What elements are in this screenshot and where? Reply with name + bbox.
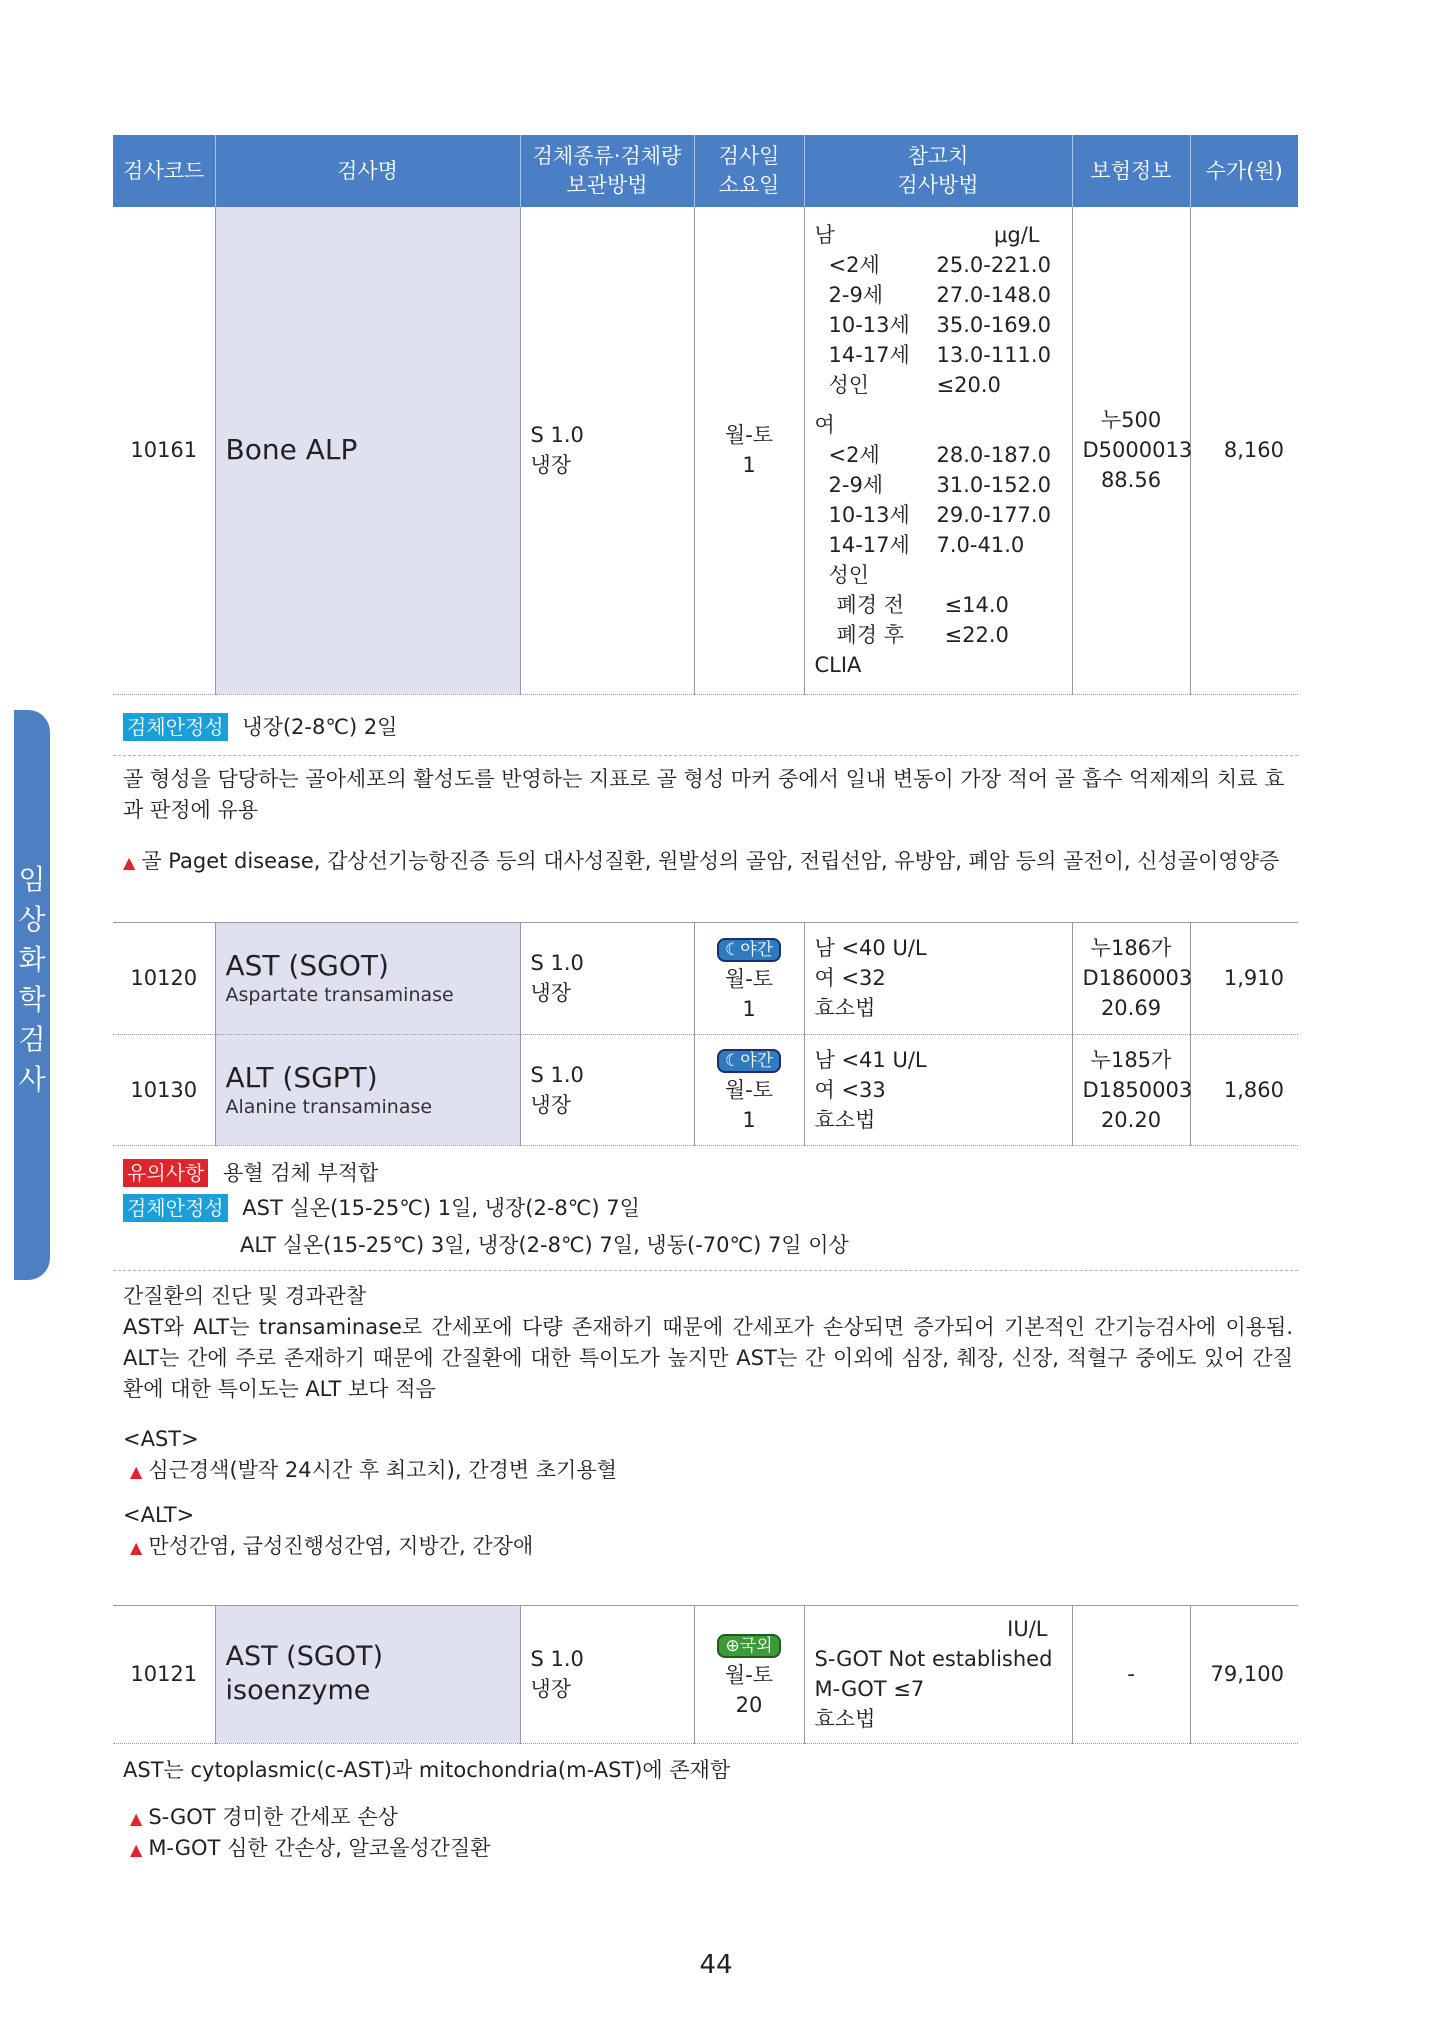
moon-icon: ☾ xyxy=(724,1051,741,1071)
insurance-cell: 누500 D5000013 88.56 xyxy=(1072,207,1190,694)
ast-iso-section xyxy=(113,1605,1298,1744)
insurance-cell: 누185가 D1850003 20.20 xyxy=(1072,1034,1190,1145)
ast-alt-table xyxy=(113,923,1298,1146)
bone-alp-table xyxy=(113,135,1298,695)
test-name-cell xyxy=(215,1606,520,1743)
schedule-cell: 월-토 1 xyxy=(694,207,804,694)
ast-alt-desc-2: AST와 ALT는 transaminase로 간세포에 다량 존재하기 때문에 간세포가 손상되면 증가되어 기본적인 간기능검사에 이용됨. ALT는 간에 주로 존재하기 때문에 간질환에 대한 특이도가 높지만 AST는 간 이외에 심장, 췌장, 신장, 적혈구 중에도 있어 간질환에 대한 특이도는 ALT 보다 적음 xyxy=(123,1315,1293,1401)
ast-iso-description: AST는 cytoplasmic(c-AST)과 mitochondria(m-AST)에 존재함 xyxy=(123,1758,731,1782)
table-header-row xyxy=(113,135,1298,207)
test-name-cell: ALT (SGPT) Alanine transaminase xyxy=(215,1034,520,1145)
header-insurance: 보험정보 xyxy=(1072,135,1190,207)
caution-badge: 유의사항 xyxy=(123,1159,208,1187)
triangle-icon: ▲ xyxy=(130,1809,143,1828)
overseas-tag: ⊕국외 xyxy=(717,1634,780,1658)
test-name: ALT (SGPT) xyxy=(225,1060,378,1094)
header-fee: 수가(원) xyxy=(1190,135,1298,207)
night-tag: ☾야간 xyxy=(717,938,781,962)
divider xyxy=(113,1270,1298,1271)
table-row xyxy=(113,207,1298,694)
header-code: 검사코드 xyxy=(113,135,215,207)
stability-badge: 검체안정성 xyxy=(123,1194,228,1222)
triangle-icon: ▲ xyxy=(130,1840,143,1859)
alt-heading: <ALT> xyxy=(123,1503,195,1527)
ast-iso-clinical-2: ▲ M-GOT 심한 간손상, 알코올성간질환 xyxy=(130,1836,491,1860)
ref-range-row: 폐경 전 ≤14.0 xyxy=(836,593,1009,618)
reference-cell: 남 <40 U/L 여 <32 효소법 xyxy=(804,923,1072,1034)
female-ref-list xyxy=(815,440,1062,560)
specimen-cell: S 1.0 냉장 xyxy=(520,207,694,694)
reference-cell: 남 μg/L <2세 25.0-221.0 2-9세 27.0-148.0 10-13세 35.0-169.0 14-17세 13.0-111.0 성인 ≤20.0 여 <2세 28.0-187.0 2-9세 31.0-152.0 10-13세 29.0-177.0 14-17세 7.0-41.0 성인 폐경 전 ≤14.0 폐경 후 ≤22.0 CLIA xyxy=(804,207,1072,694)
moon-icon: ☾ xyxy=(724,939,741,960)
male-ref-list xyxy=(815,250,1062,400)
insurance-cell: 누186가 D1860003 20.69 xyxy=(1072,923,1190,1034)
schedule-cell: ☾야간 월-토 1 xyxy=(694,1034,804,1145)
specimen-cell: S 1.0 냉장 xyxy=(520,1606,694,1743)
table-row xyxy=(113,923,1298,1034)
bone-alp-section xyxy=(113,135,1298,695)
test-name-cell xyxy=(215,207,520,694)
schedule-cell: ☾야간 월-토 1 xyxy=(694,923,804,1034)
ref-range-row: 14-17세 7.0-41.0 xyxy=(828,533,1025,558)
triangle-icon: ▲ xyxy=(123,853,136,872)
ref-range-row: 2-9세 31.0-152.0 xyxy=(828,473,1051,498)
ref-range-row: 14-17세 13.0-111.0 xyxy=(828,343,1051,368)
ref-range-row: 성인 ≤20.0 xyxy=(828,373,1001,398)
stability-badge: 검체안정성 xyxy=(123,713,228,741)
test-name: AST (SGOT) isoenzyme xyxy=(225,1641,384,1707)
ref-range-row: 2-9세 27.0-148.0 xyxy=(828,283,1051,308)
test-code: 10120 xyxy=(113,923,215,1034)
ref-range-row: 10-13세 35.0-169.0 xyxy=(828,313,1051,338)
fee: 8,160 xyxy=(1190,207,1298,694)
test-code: 10130 xyxy=(113,1034,215,1145)
test-name: AST (SGOT) xyxy=(225,949,389,983)
method: CLIA xyxy=(814,653,862,678)
table-row xyxy=(113,1034,1298,1145)
ast-iso-clinical-1: ▲ S-GOT 경미한 간세포 손상 xyxy=(130,1805,398,1829)
table-row xyxy=(113,1606,1298,1743)
ast-alt-desc-1: 간질환의 진단 및 경과관찰 xyxy=(123,1284,367,1308)
specimen-cell: S 1.0 냉장 xyxy=(520,923,694,1034)
test-code: 10121 xyxy=(113,1606,215,1743)
ref-range-row: <2세 28.0-187.0 xyxy=(828,443,1051,468)
specimen-cell: S 1.0 냉장 xyxy=(520,1034,694,1145)
fee: 79,100 xyxy=(1190,1606,1298,1743)
header-ref: 참고치 검사방법 xyxy=(804,135,1072,207)
header-day: 검사일 소요일 xyxy=(694,135,804,207)
ref-range-row: <2세 25.0-221.0 xyxy=(828,253,1051,278)
header-name: 검사명 xyxy=(215,135,520,207)
page-number: 44 xyxy=(699,1950,733,1980)
test-name: Bone ALP xyxy=(225,433,358,467)
schedule-cell: ⊕국외 월-토 20 xyxy=(694,1606,804,1743)
reference-cell: 남 <41 U/L 여 <33 효소법 xyxy=(804,1034,1072,1145)
test-code: 10161 xyxy=(113,207,215,694)
insurance-cell: - xyxy=(1072,1606,1190,1743)
triangle-icon: ▲ xyxy=(130,1538,143,1557)
side-chapter-label: 임 상 화 학 검 사 xyxy=(18,863,46,1096)
fee: 1,860 xyxy=(1190,1034,1298,1145)
bone-alp-stability: 검체안정성 냉장(2-8℃) 2일 xyxy=(123,712,397,742)
ast-alt-caution: 유의사항 용혈 검체 부적합 xyxy=(123,1158,378,1188)
header-specimen: 검체종류·검체량 보관방법 xyxy=(520,135,694,207)
night-tag: ☾야간 xyxy=(717,1049,781,1073)
side-chapter-tab xyxy=(14,710,50,1280)
globe-icon: ⊕ xyxy=(725,1635,740,1656)
ast-alt-section xyxy=(113,922,1298,1146)
ast-alt-stability: 검체안정성 AST 실온(15-25℃) 1일, 냉장(2-8℃) 7일 xyxy=(123,1193,640,1223)
alt-clinical: ▲ 만성간염, 급성진행성간염, 지방간, 간장애 xyxy=(130,1534,534,1558)
female-adult-ref-list xyxy=(815,590,1062,650)
bone-alp-clinical: ▲ 골 Paget disease, 갑상선기능항진증 등의 대사성질환, 원발성의 골암, 전립선암, 유방암, 폐암 등의 골전이, 신성골이영양증 xyxy=(123,849,1280,873)
ast-iso-table xyxy=(113,1606,1298,1744)
ref-range-row: 10-13세 29.0-177.0 xyxy=(828,503,1051,528)
divider xyxy=(113,755,1298,756)
triangle-icon: ▲ xyxy=(130,1462,143,1481)
fee: 1,910 xyxy=(1190,923,1298,1034)
ast-heading: <AST> xyxy=(123,1427,199,1451)
reference-cell: IU/L S-GOT Not established M-GOT ≤7 효소법 xyxy=(804,1606,1072,1743)
ast-alt-stability-2: ALT 실온(15-25℃) 3일, 냉장(2-8℃) 7일, 냉동(-70℃) 7일 이상 xyxy=(240,1233,849,1257)
bone-alp-description: 골 형성을 담당하는 골아세포의 활성도를 반영하는 지표로 골 형성 마커 중에서 일내 변동이 가장 적어 골 흡수 억제제의 치료 효과 판정에 유용 xyxy=(123,767,1285,822)
ast-clinical: ▲ 심근경색(발작 24시간 후 최고치), 간경변 초기용혈 xyxy=(130,1458,617,1482)
test-name-cell: AST (SGOT) Aspartate transaminase xyxy=(215,923,520,1034)
ref-range-row: 폐경 후 ≤22.0 xyxy=(836,623,1009,648)
